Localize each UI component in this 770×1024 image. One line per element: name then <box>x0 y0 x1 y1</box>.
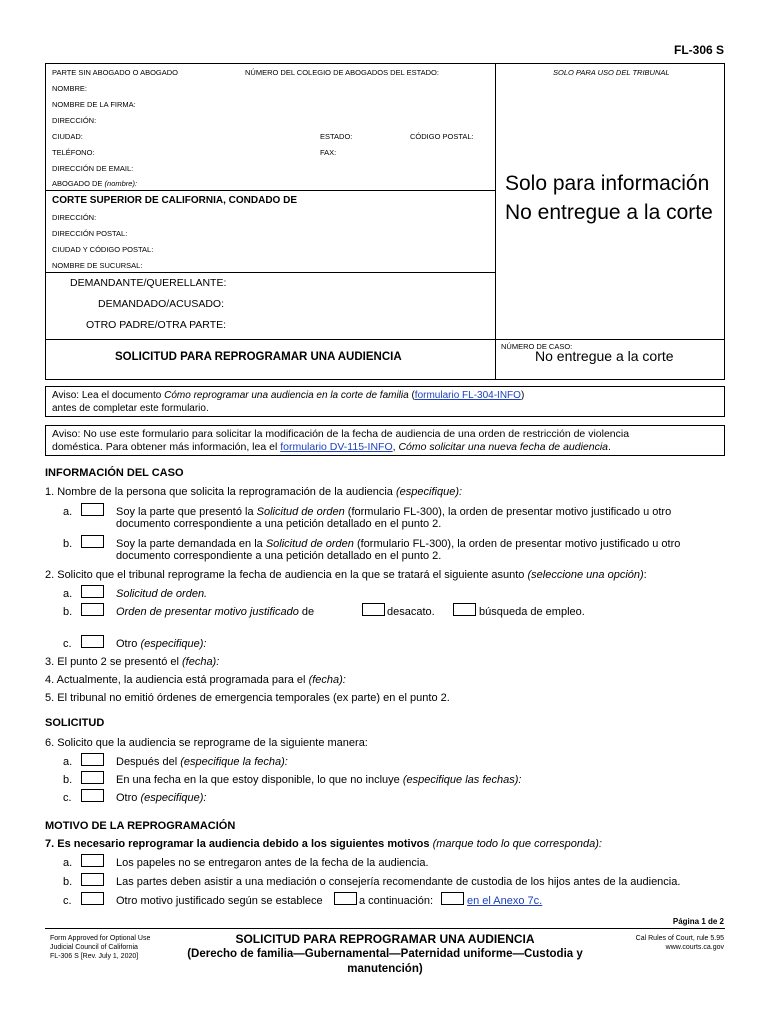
item-7: 7. Es necesario reprogramar la audiencia debido a los siguientes motivos (marque todo lo que corresponda): <box>45 838 602 850</box>
item-2b-job-search-checkbox[interactable] <box>453 603 476 616</box>
court-title: CORTE SUPERIOR DE CALIFORNIA, CONDADO DE <box>52 195 298 206</box>
item-7b-text: Las partes deben asistir a una mediación o consejería recomendante de custodia de los hijos antes de la audiencia. <box>116 876 681 888</box>
item-7c-attachment-checkbox[interactable] <box>441 892 464 905</box>
item-2b-label: b. <box>63 606 73 618</box>
item-7c-text: Otro motivo justificado según se establece <box>116 895 323 907</box>
bar-number-label: NÚMERO DEL COLEGIO DE ABOGADOS DEL ESTADO: <box>245 68 439 77</box>
item-2c-label: c. <box>63 638 72 650</box>
item-7a-label: a. <box>63 857 73 869</box>
notice-2-line1: Aviso: No use este formulario para solicitar la modificación de la fecha de audiencia de una orden de restricción de violencia <box>52 428 630 440</box>
item-6b-checkbox[interactable] <box>81 771 104 784</box>
footer-left: Form Approved for Optional Use Judicial Council of California FL-306 S [Rev. July 1, 2020] <box>50 935 151 960</box>
case-number-field[interactable]: No entregue a la corte <box>535 348 674 364</box>
section-request: SOLICITUD <box>45 717 105 729</box>
item-1b-text-line2: documento correspondiente a una petición detallado en el punto 2. <box>116 550 442 562</box>
form-id: FL-306 S <box>673 43 724 57</box>
court-city-zip[interactable]: CIUDAD Y CÓDIGO POSTAL: <box>52 245 154 254</box>
notice-1-line2: antes de completar este formulario. <box>52 403 209 414</box>
court-branch[interactable]: NOMBRE DE SUCURSAL: <box>52 261 143 270</box>
petitioner-field[interactable]: DEMANDANTE/QUERELLANTE: <box>70 277 227 289</box>
other-party-field[interactable]: OTRO PADRE/OTRA PARTE: <box>86 319 227 331</box>
item-1b-text: Soy la parte demandada en la Solicitud de orden (formulario FL-300), la orden de presentar motivo justificado u otro <box>116 538 681 550</box>
item-6: 6. Solicito que la audiencia se reprograme de la siguiente manera: <box>45 737 368 749</box>
item-1a-label: a. <box>63 506 73 518</box>
zip-field[interactable]: CÓDIGO POSTAL: <box>410 132 474 141</box>
footer-subtitle-1: (Derecho de familia—Gubernamental—Paternidad uniforme—Custodia y <box>187 948 583 960</box>
case-number-label: NÚMERO DE CASO: <box>501 342 573 351</box>
item-4[interactable]: 4. Actualmente, la audiencia está programada para el (fecha): <box>45 674 346 686</box>
item-7c-label: c. <box>63 895 72 907</box>
item-2a-label: a. <box>63 588 73 600</box>
item-2: 2. Solicito que el tribunal reprograme la fecha de audiencia en la que se tratará el siguiente asunto (seleccione una opción): <box>45 569 647 581</box>
notice-1-line1: Aviso: Lea el documento Cómo reprogramar una audiencia en la corte de familia (formulario FL-304-INFO) <box>52 390 525 401</box>
item-1a-checkbox[interactable] <box>81 503 104 516</box>
item-1b-label: b. <box>63 538 73 550</box>
party-label: PARTE SIN ABOGADO O ABOGADO <box>52 68 179 77</box>
watermark-line2: No entregue a la corte <box>505 201 713 224</box>
page-number: Página 1 de 2 <box>672 917 724 926</box>
item-7c-below-checkbox[interactable] <box>334 892 357 905</box>
respondent-field[interactable]: DEMANDADO/ACUSADO: <box>98 298 225 310</box>
item-7b-label: b. <box>63 876 73 888</box>
footer-right: Cal Rules of Court, rule 5.95 www.courts.ca.gov <box>635 935 724 951</box>
attorney-for-field[interactable] <box>52 179 137 188</box>
item-6a-text: Después del (especifique la fecha): <box>116 756 288 768</box>
item-7c-below-label: a continuación: <box>359 895 433 907</box>
item-7c-checkbox[interactable] <box>81 892 104 905</box>
dv-115-info-link[interactable]: formulario DV-115-INFO <box>280 441 393 453</box>
item-6c-text: Otro (especifique): <box>116 792 207 804</box>
item-6c-label: c. <box>63 792 72 804</box>
item-6b-text: En una fecha en la que estoy disponible, lo que no incluye (especifique las fechas): <box>116 774 522 786</box>
state-field[interactable]: ESTADO: <box>320 132 353 141</box>
attorney-for-label: ABOGADO DE <box>52 179 103 188</box>
item-2c-text: Otro (especifique): <box>116 638 207 650</box>
item-1: 1. Nombre de la persona que solicita la reprogramación de la audiencia (especifique): <box>45 486 463 498</box>
item-2b-checkbox[interactable] <box>81 603 104 616</box>
footer-title: SOLICITUD PARA REPROGRAMAR UNA AUDIENCIA <box>235 932 535 946</box>
item-2a-checkbox[interactable] <box>81 585 104 598</box>
attorney-for-name-label: (nombre): <box>104 179 138 188</box>
item-6a-label: a. <box>63 756 73 768</box>
attachment-7c-link[interactable]: en el Anexo 7c. <box>467 895 543 907</box>
item-1a-text-line2: documento correspondiente a una petición detallado en el punto 2. <box>116 518 442 530</box>
form-title: SOLICITUD PARA REPROGRAMAR UNA AUDIENCIA <box>115 351 402 363</box>
name-field[interactable]: NOMBRE: <box>52 84 88 93</box>
court-mailing[interactable]: DIRECCIÓN POSTAL: <box>52 229 128 238</box>
address-field[interactable]: DIRECCIÓN: <box>52 116 97 125</box>
email-field[interactable]: DIRECCIÓN DE EMAIL: <box>52 164 134 173</box>
item-6c-checkbox[interactable] <box>81 789 104 802</box>
item-2b-contempt-label: desacato. <box>387 606 435 618</box>
fl-304-info-link[interactable]: formulario FL-304-INFO <box>414 390 521 401</box>
section-reason: MOTIVO DE LA REPROGRAMACIÓN <box>45 820 236 832</box>
item-1b-checkbox[interactable] <box>81 535 104 548</box>
court-use-label: SOLO PARA USO DEL TRIBUNAL <box>553 68 670 77</box>
item-2b-contempt-checkbox[interactable] <box>362 603 385 616</box>
court-address[interactable]: DIRECCIÓN: <box>52 213 97 222</box>
section-case-info: INFORMACIÓN DEL CASO <box>45 467 184 479</box>
item-2a-text: Solicitud de orden. <box>116 588 208 600</box>
item-6a-checkbox[interactable] <box>81 753 104 766</box>
phone-field[interactable]: TELÉFONO: <box>52 148 95 157</box>
item-7b-checkbox[interactable] <box>81 873 104 886</box>
item-7a-checkbox[interactable] <box>81 854 104 867</box>
notice-2-line2: doméstica. Para obtener más información, lea el formulario DV-115-INFO, Cómo solicitar una nueva fecha de audiencia. <box>52 441 611 453</box>
item-2b-job-search-label: búsqueda de empleo. <box>479 606 585 618</box>
item-3[interactable]: 3. El punto 2 se presentó el (fecha): <box>45 656 220 668</box>
item-2b-text: Orden de presentar motivo justificado de <box>116 606 315 618</box>
watermark-line1: Solo para información <box>505 172 710 195</box>
fax-field[interactable]: FAX: <box>320 148 337 157</box>
city-field[interactable]: CIUDAD: <box>52 132 83 141</box>
footer-subtitle-2: manutención) <box>347 963 423 975</box>
item-7a-text: Los papeles no se entregaron antes de la fecha de la audiencia. <box>116 857 429 869</box>
firm-field[interactable]: NOMBRE DE LA FIRMA: <box>52 100 136 109</box>
item-1a-text: Soy la parte que presentó la Solicitud de orden (formulario FL-300), la orden de presentar motivo justificado u otro <box>116 506 672 518</box>
item-5: 5. El tribunal no emitió órdenes de emergencia temporales (ex parte) en el punto 2. <box>45 692 450 704</box>
item-2c-checkbox[interactable] <box>81 635 104 648</box>
item-6b-label: b. <box>63 774 73 786</box>
